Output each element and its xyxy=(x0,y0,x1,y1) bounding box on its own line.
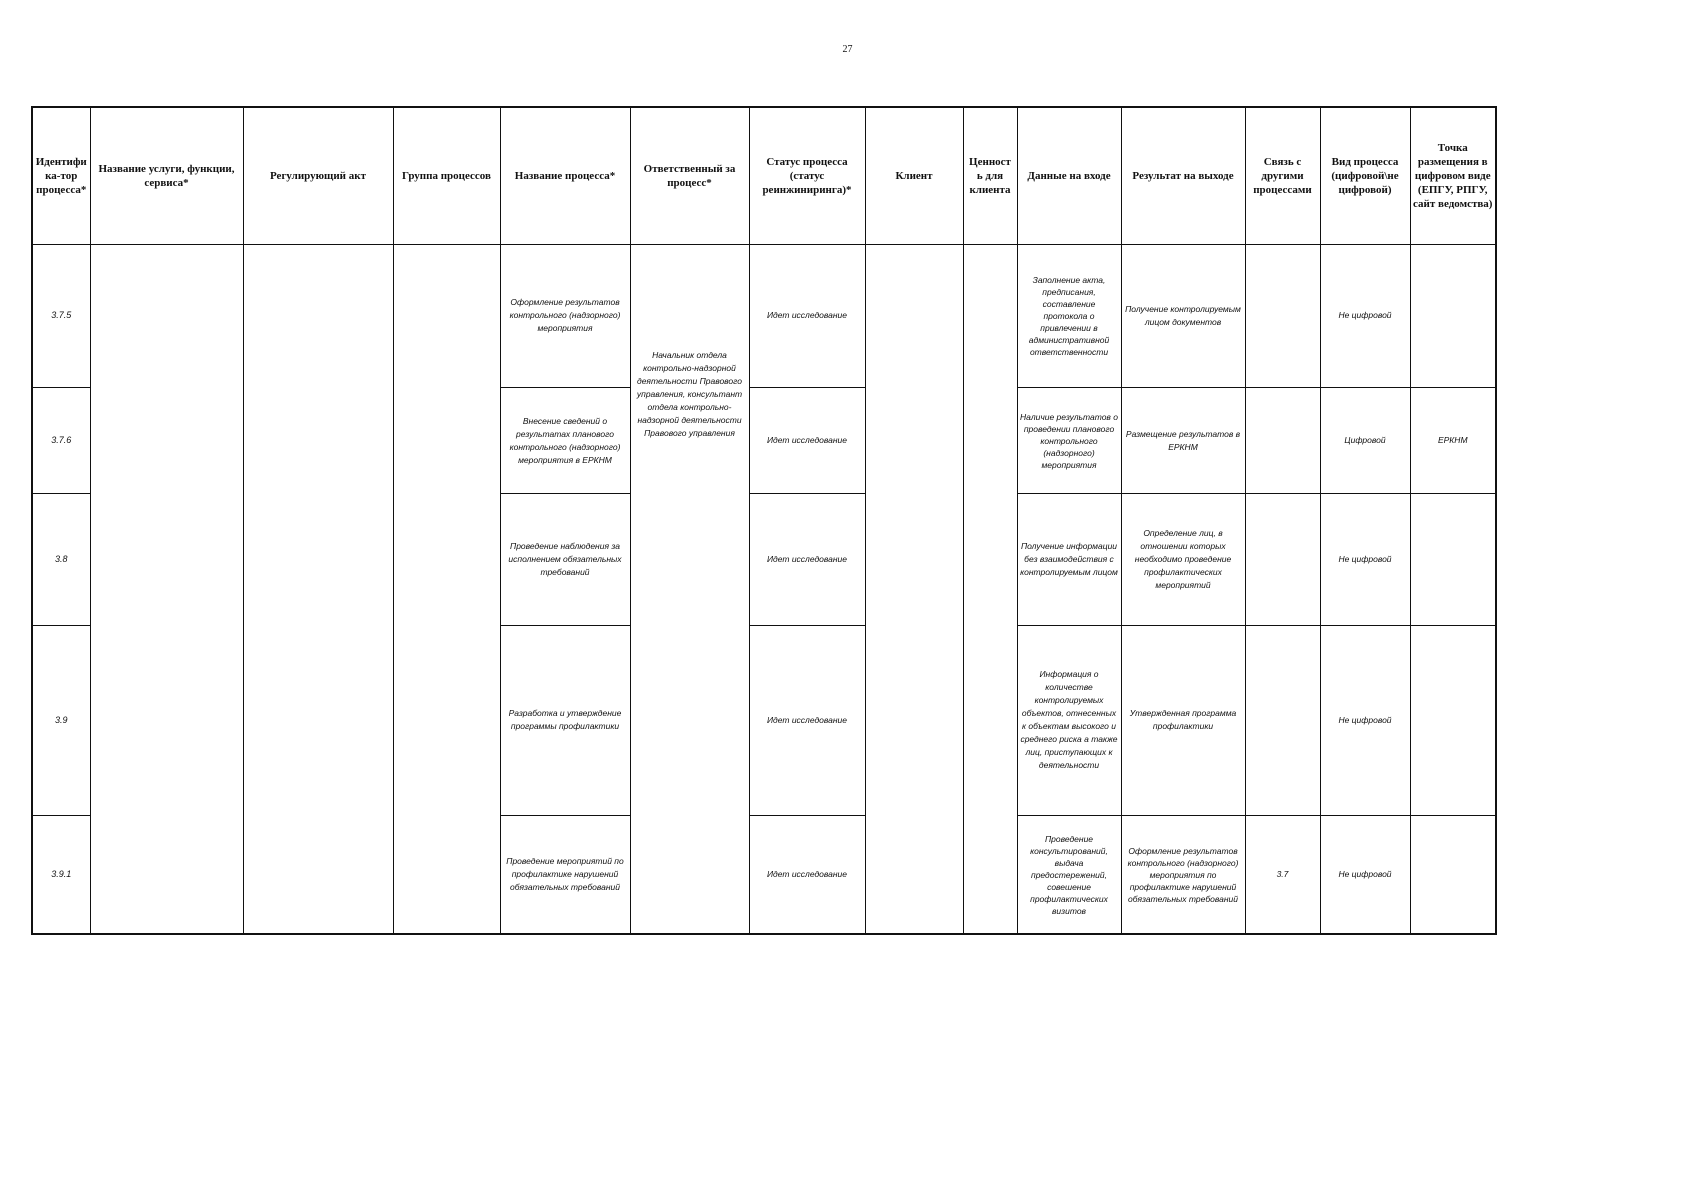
cell-process-type: Не цифровой xyxy=(1320,494,1410,625)
cell-status: Идет исследование xyxy=(749,494,865,625)
header-digital-point: Точка размещения в цифровом виде (ЕПГУ, РПГУ, сайт ведомства) xyxy=(1410,107,1496,244)
cell-input: Получение информации без взаимодействия с контролируемым лицом xyxy=(1017,494,1121,625)
cell-process-type: Не цифровой xyxy=(1320,816,1410,934)
header-regulating-act: Регулирующий акт xyxy=(243,107,393,244)
cell-digital-point xyxy=(1410,625,1496,816)
cell-output: Определение лиц, в отношении которых необходимо проведение профилактических мероприятий xyxy=(1121,494,1245,625)
cell-status: Идет исследование xyxy=(749,625,865,816)
cell-process-name: Проведение мероприятий по профилактике нарушений обязательных требований xyxy=(500,816,630,934)
cell-id: 3.9 xyxy=(32,625,90,816)
header-input: Данные на входе xyxy=(1017,107,1121,244)
header-row xyxy=(32,107,1496,244)
cell-process-name: Оформление результатов контрольного (надзорного) мероприятия xyxy=(500,244,630,387)
cell-digital-point xyxy=(1410,816,1496,934)
table-row xyxy=(32,244,1496,387)
cell-status: Идет исследование xyxy=(749,244,865,387)
cell-process-name: Проведение наблюдения за исполнением обязательных требований xyxy=(500,494,630,625)
cell-id: 3.8 xyxy=(32,494,90,625)
cell-links xyxy=(1245,494,1320,625)
cell-process-type: Цифровой xyxy=(1320,387,1410,493)
header-client: Клиент xyxy=(865,107,963,244)
cell-input: Заполнение акта, предписания, составление протокола о привлечении в административной ответственности xyxy=(1017,244,1121,387)
cell-client-value xyxy=(963,244,1017,934)
cell-digital-point: ЕРКНМ xyxy=(1410,387,1496,493)
cell-status: Идет исследование xyxy=(749,816,865,934)
cell-digital-point xyxy=(1410,494,1496,625)
cell-links xyxy=(1245,387,1320,493)
cell-digital-point xyxy=(1410,244,1496,387)
header-id: Идентифи ка-тор процесса* xyxy=(32,107,90,244)
header-service-name: Название услуги, функции, сервиса* xyxy=(90,107,243,244)
cell-links xyxy=(1245,244,1320,387)
header-responsible: Ответственный за процесс* xyxy=(630,107,749,244)
cell-output: Размещение результатов в ЕРКНМ xyxy=(1121,387,1245,493)
header-client-value: Ценност ь для клиента xyxy=(963,107,1017,244)
process-table xyxy=(31,106,1497,935)
cell-client xyxy=(865,244,963,934)
cell-responsible: Начальник отдела контрольно-надзорной деятельности Правового управления, консультант отдела контрольно-надзорной деятельности Правового управления xyxy=(630,244,749,934)
cell-process-type: Не цифровой xyxy=(1320,625,1410,816)
header-process-name: Название процесса* xyxy=(500,107,630,244)
cell-output: Оформление результатов контрольного (надзорного) мероприятия по профилактике нарушений обязательных требований xyxy=(1121,816,1245,934)
header-process-group: Группа процессов xyxy=(393,107,500,244)
cell-regulating-act xyxy=(243,244,393,934)
page-number: 27 xyxy=(842,44,853,55)
cell-id: 3.7.5 xyxy=(32,244,90,387)
cell-process-name: Внесение сведений о результатах планового контрольного (надзорного) мероприятия в ЕРКНМ xyxy=(500,387,630,493)
cell-input: Наличие результатов о проведении планового контрольного (надзорного) мероприятия xyxy=(1017,387,1121,493)
cell-output: Получение контролируемым лицом документов xyxy=(1121,244,1245,387)
header-status: Статус процесса (статус реинжиниринга)* xyxy=(749,107,865,244)
cell-id: 3.7.6 xyxy=(32,387,90,493)
header-links: Связь с другими процессами xyxy=(1245,107,1320,244)
header-process-type: Вид процесса (цифровой\не цифровой) xyxy=(1320,107,1410,244)
cell-output: Утвержденная программа профилактики xyxy=(1121,625,1245,816)
cell-process-name: Разработка и утверждение программы профилактики xyxy=(500,625,630,816)
cell-process-group xyxy=(393,244,500,934)
cell-links xyxy=(1245,625,1320,816)
cell-input: Проведение консультирований, выдача предостережений, совешение профилактических визитов xyxy=(1017,816,1121,934)
header-output: Результат на выходе xyxy=(1121,107,1245,244)
cell-service-name xyxy=(90,244,243,934)
cell-input: Информация о количестве контролируемых объектов, отнесенных к объектам высокого и среднего риска а также лиц, приступающих к деятельности xyxy=(1017,625,1121,816)
cell-status: Идет исследование xyxy=(749,387,865,493)
cell-links: 3.7 xyxy=(1245,816,1320,934)
cell-process-type: Не цифровой xyxy=(1320,244,1410,387)
cell-id: 3.9.1 xyxy=(32,816,90,934)
